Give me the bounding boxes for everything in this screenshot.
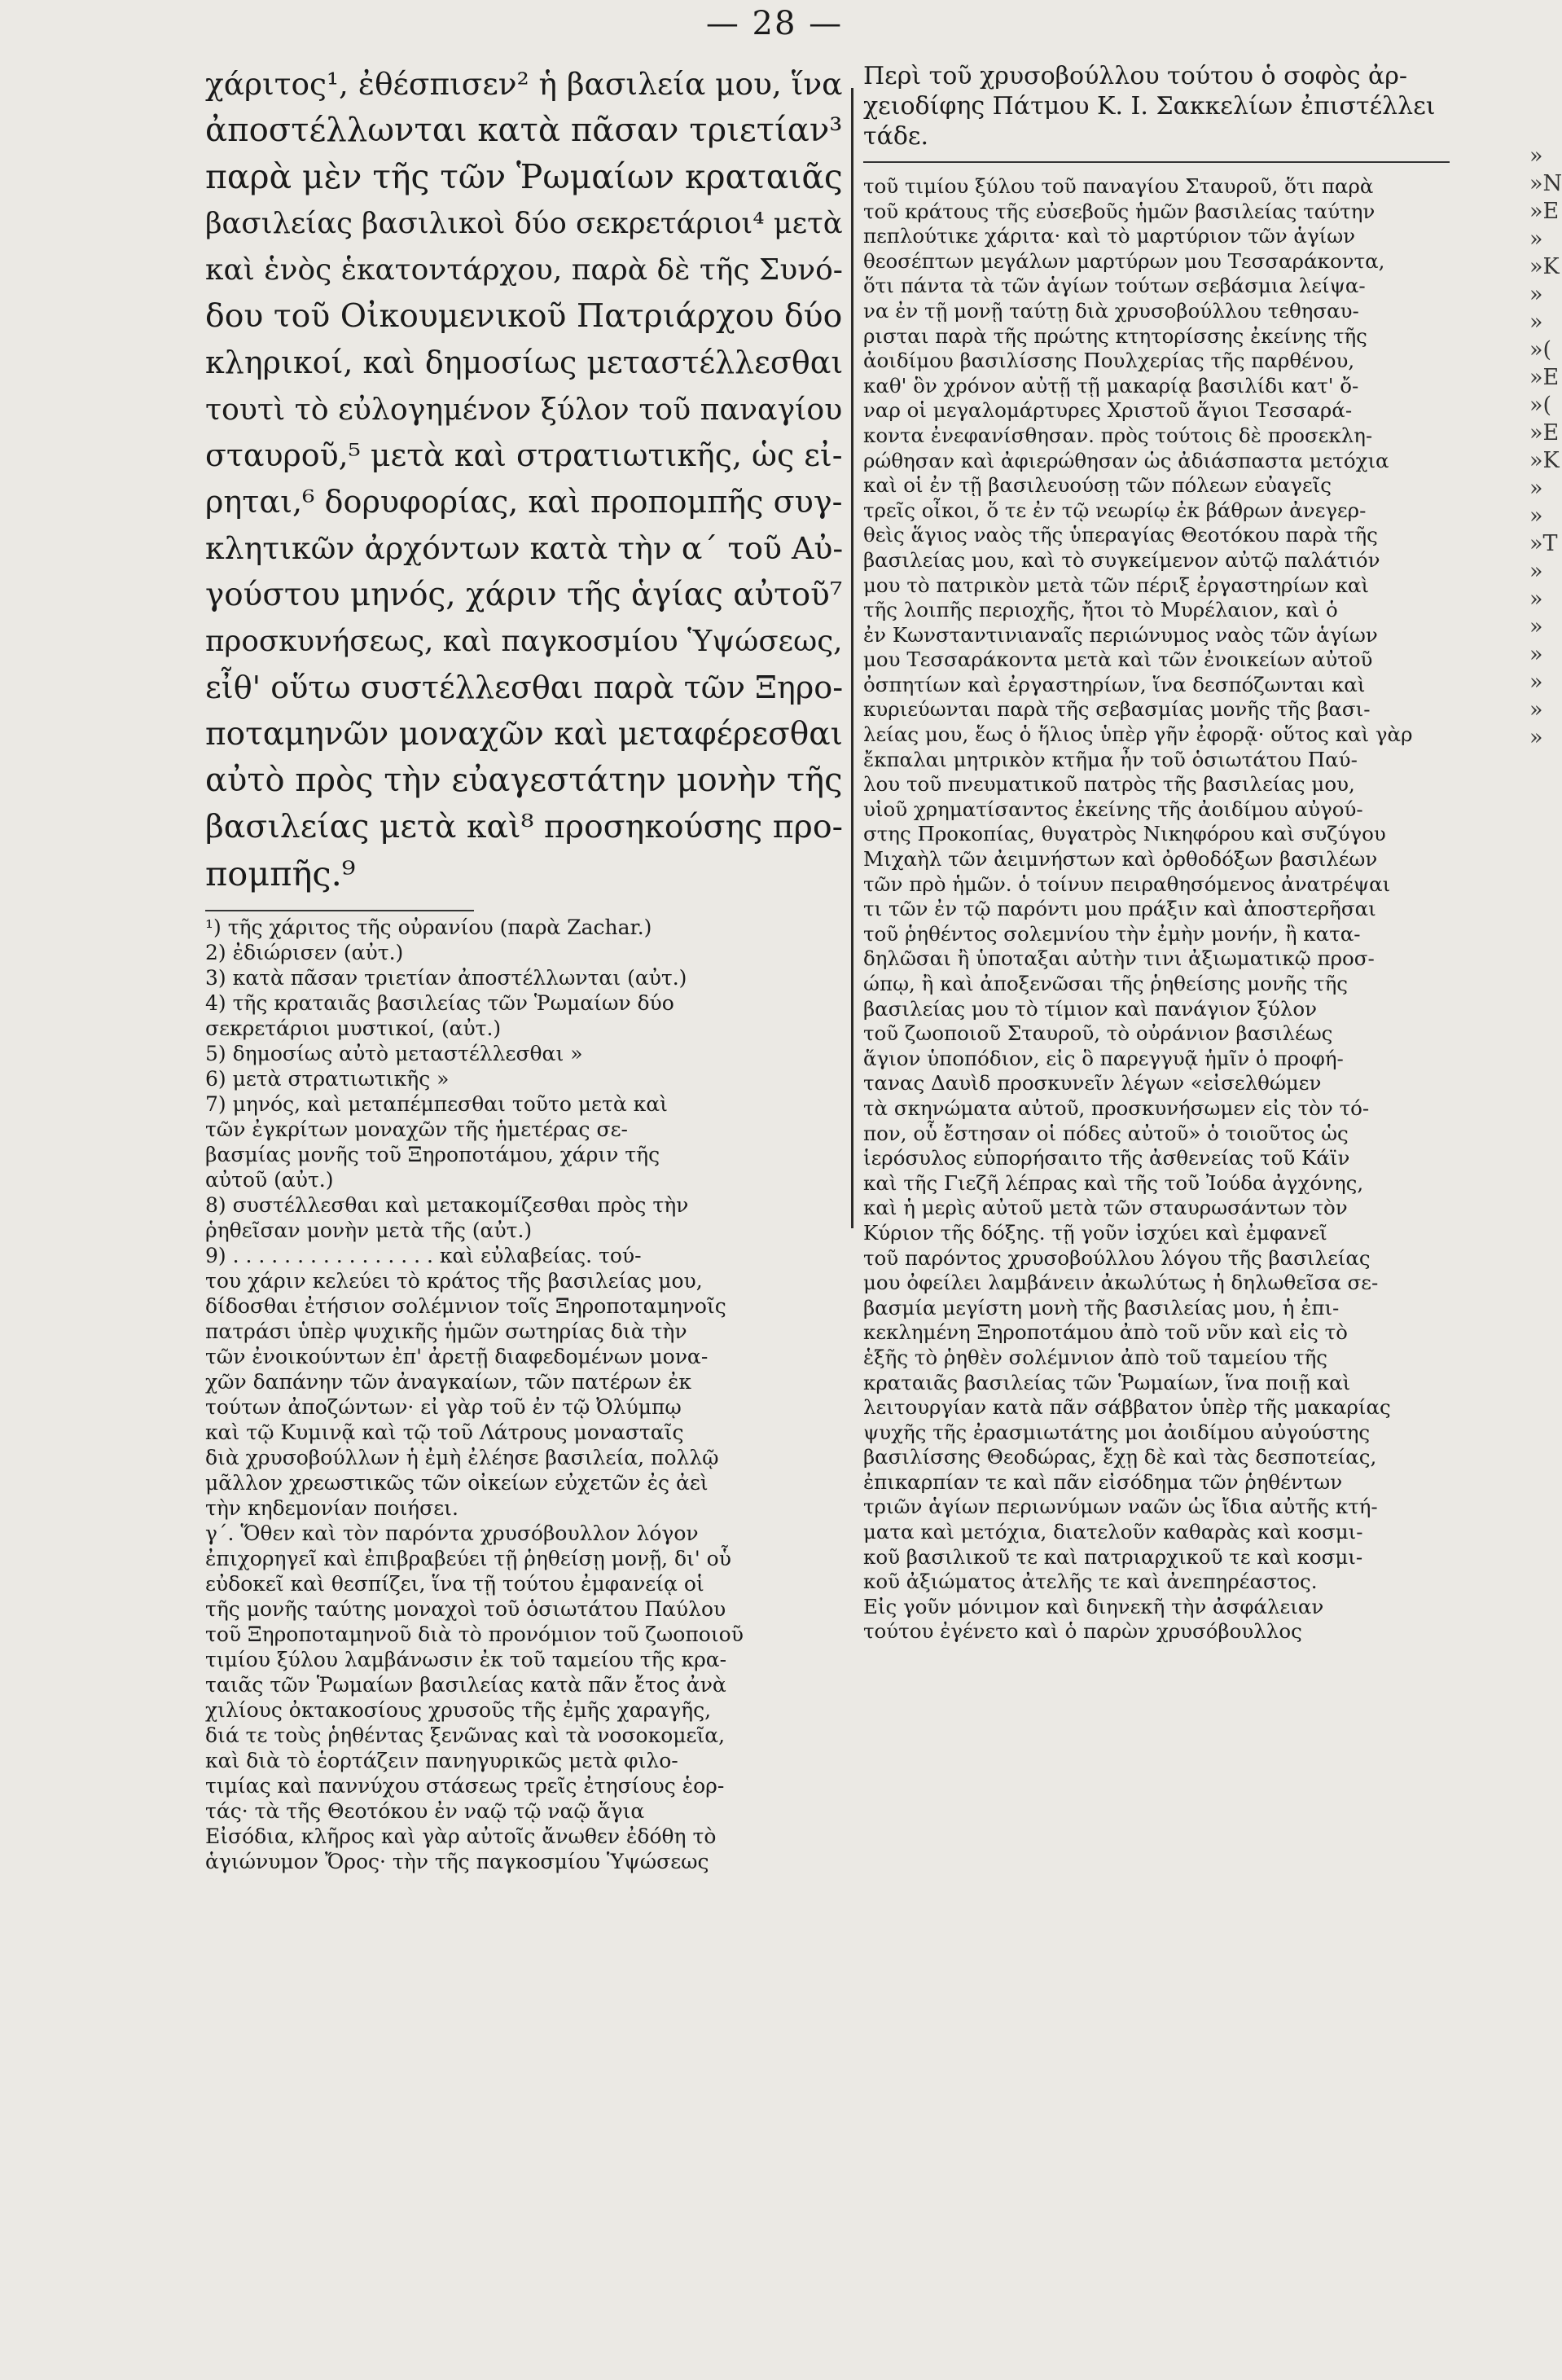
footnote-line: τάς· τὰ τῆς Θεοτόκου ἐν ναῷ τῷ ναῷ ἅγια (205, 1799, 645, 1823)
footnote-line: βασμίας μονῆς τοῦ Ξηροποτάμου, χάριν τῆς (205, 1143, 660, 1166)
edge-marks (1529, 143, 1562, 762)
text-line: εἶθ' οὕτω συστέλλεσθαι παρὰ τῶν Ξηρο- (205, 670, 844, 705)
footnote-line: καὶ τῷ Κυμινᾷ καὶ τῷ τοῦ Λάτρους μονασταῖς (205, 1421, 684, 1444)
text-line: ρηται,⁶ δορυφορίας, καὶ προπομπῆς συγ- (205, 484, 843, 520)
edge-mark: » (1529, 697, 1543, 722)
text-line: καὶ ἡ μερὶς αὐτοῦ μετὰ τῶν σταυρωσάντων τὸν (863, 1196, 1348, 1220)
text-line: ἑξῆς τὸ ῥηθὲν σολέμνιον ἀπὸ τοῦ ταμείου τῆς (863, 1345, 1328, 1369)
right-heading (863, 61, 1450, 151)
text-line: βασιλείας βασιλικοὶ δύο σεκρετάριοι⁴ μετὰ (205, 207, 843, 240)
footnote-line: καὶ διὰ τὸ ἑορτάζειν πανηγυρικῶς μετὰ φιλο- (205, 1749, 678, 1772)
text-line: κραταιᾶς βασιλείας τῶν Ῥωμαίων, ἵνα ποιῇ καὶ (863, 1370, 1351, 1394)
footnote-line: τῶν ἐγκρίτων μοναχῶν τῆς ἡμετέρας σε- (205, 1118, 628, 1141)
footnote-line: μᾶλλον χρεωστικῶς τῶν οἰκείων εὐχετῶν ἐς ἀεὶ (205, 1471, 709, 1495)
edge-mark: »K (1529, 254, 1560, 279)
footnote-line: διά τε τοὺς ῥηθέντας ξενῶνας καὶ τὰ νοσοκομεῖα, (205, 1724, 726, 1747)
text-line: ρώθησαν καὶ ἀφιερώθησαν ὡς ἀδιάσπαστα μετόχια (863, 448, 1389, 472)
text-line: πεπλούτικε χάριτα· καὶ τὸ μαρτύριον τῶν ἁγίων (863, 224, 1356, 248)
footnote-line: 7) μηνός, καὶ μεταπέμπεσθαι τοῦτο μετὰ καὶ (205, 1092, 668, 1116)
footnote-line: Εἰσόδια, κλῆρος καὶ γὰρ αὐτοῖς ἄνωθεν ἐδόθη τὸ (205, 1825, 717, 1848)
text-line: ἅγιον ὑποπόδιον, εἰς ὃ παρεγγυᾷ ἡμῖν ὁ προφή- (863, 1046, 1344, 1070)
text-line: τοῦ ῥηθέντος σολεμνίου τὴν ἐμὴν μονήν, ἢ κατα- (863, 921, 1361, 946)
edge-mark: » (1529, 503, 1543, 529)
footnote-line: τοῦ Ξηροποταμηνοῦ διὰ τὸ προνόμιον τοῦ ζωοποιοῦ (205, 1623, 744, 1646)
right-rule (863, 161, 1450, 163)
edge-mark: »T (1529, 531, 1558, 556)
text-line: τοῦ κράτους τῆς εὐσεβοῦς ἡμῶν βασιλείας ταύτην (863, 199, 1376, 223)
text-line: πομπῆς.⁹ (205, 854, 356, 894)
text-line: θεὶς ἅγιος ναὸς τῆς ὑπεραγίας Θεοτόκου παρὰ τῆς (863, 523, 1378, 547)
text-line: ἐν Κωνσταντινιαναῖς περιώνυμος ναὸς τῶν ἁγίων (863, 622, 1378, 647)
edge-mark: »E (1529, 420, 1560, 446)
edge-mark: » (1529, 476, 1543, 501)
text-line: ἀποστέλλωνται κατὰ πᾶσαν τριετίαν³ (205, 112, 843, 149)
text-line: κοντα ἐνεφανίσθησαν. πρὸς τούτοις δὲ προσεκλη- (863, 423, 1373, 447)
footnote-line: ἁγιώνυμον Ὄρος· τὴν τῆς παγκοσμίου Ὑψώσεως (205, 1850, 709, 1873)
edge-mark: » (1529, 310, 1543, 335)
footnote-line: του χάριν κελεύει τὸ κράτος τῆς βασιλείας μου, (205, 1269, 703, 1293)
footnote-line: ῥηθεῖσαν μονὴν μετὰ τῆς (αὐτ.) (205, 1219, 533, 1242)
footnote-rule (205, 910, 474, 911)
text-line: κεκλημένη Ξηροποτάμου ἀπὸ τοῦ νῦν καὶ εἰς τὸ (863, 1320, 1348, 1345)
edge-mark: » (1529, 559, 1543, 584)
right-column (863, 61, 1450, 1644)
right-body (863, 174, 1450, 1644)
footnote-line: δίδοσθαι ἐτήσιον σολέμνιον τοῖς Ξηροποταμηνοῖς (205, 1294, 726, 1318)
heading-line: Περὶ τοῦ χρυσοβούλλου τούτου ὁ σοφὸς ἀρ- (863, 62, 1408, 90)
footnote-line: 4) τῆς κραταιᾶς βασιλείας τῶν Ῥωμαίων δύο (205, 991, 674, 1015)
text-line: τούτου ἐγένετο καὶ ὁ παρὼν χρυσόβουλλος (863, 1619, 1302, 1644)
heading-line: τάδε. (863, 122, 928, 151)
edge-mark: » (1529, 143, 1543, 169)
text-line: τὰ σκηνώματα αὐτοῦ, προσκυνήσωμεν εἰς τὸν τό- (863, 1096, 1370, 1120)
footnote-line: 5) δημοσίως αὐτὸ μεταστέλλεσθαι » (205, 1042, 583, 1065)
footnote-line: τιμίας καὶ παννύχου στάσεως τρεῖς ἐτησίους ἑορ- (205, 1774, 725, 1798)
edge-mark: »E (1529, 365, 1560, 390)
footnote-line: τούτων ἀποζώντων· εἰ γὰρ τοῦ ἐν τῷ Ὀλύμπῳ (205, 1395, 682, 1419)
edge-mark: »K (1529, 448, 1560, 473)
footnote-line: ¹) τῆς χάριτος τῆς οὐρανίου (παρὰ Zachar.) (205, 916, 652, 939)
page-number: — 28 — (705, 5, 844, 42)
text-line: δηλῶσαι ἢ ὑποταξαι αὐτὴν τινι ἀξιωματικῷ προσ- (863, 946, 1375, 971)
footnote-line: τῶν ἐνοικούντων ἐπ' ἀρετῇ διαφεδομένων μονα- (205, 1345, 709, 1368)
text-line: τι τῶν ἐν τῷ παρόντι μου πράξιν καὶ ἀποστερῆσαι (863, 897, 1376, 921)
text-line: τοῦ ζωοποιοῦ Σταυροῦ, τὸ οὐράνιον βασιλέως (863, 1021, 1333, 1046)
text-line: ὅτι πάντα τὰ τῶν ἁγίων τούτων σεβάσμια λείψα- (863, 274, 1366, 298)
footnotes (205, 915, 843, 1874)
text-line: λειτουργίαν κατὰ πᾶν σάββατον ὑπὲρ τῆς μακαρίας (863, 1395, 1391, 1420)
text-line: ψυχῆς τῆς ἐρασμιωτάτης μοι ἀοιδίμου αὐγούστης (863, 1420, 1371, 1444)
footnote-line: τῆς μονῆς ταύτης μοναχοὶ τοῦ ὁσιωτάτου Παύλου (205, 1597, 726, 1621)
main-text (205, 61, 843, 897)
edge-mark: » (1529, 586, 1543, 612)
footnote-line: 8) συστέλλεσθαι καὶ μετακομίζεσθαι πρὸς τὴν (205, 1193, 689, 1217)
footnote-line: διὰ χρυσοβούλλων ἡ ἐμὴ ἐλέησε βασιλεία, πολλῷ (205, 1446, 719, 1469)
footnote-line: εὐδοκεῖ καὶ θεσπίζει, ἵνα τῇ τούτου ἐμφανείᾳ οἱ (205, 1572, 704, 1596)
text-line: θεοσέπτων μεγάλων μαρτύρων μου Τεσσαράκοντα, (863, 248, 1385, 273)
text-line: ἔκπαλαι μητρικὸν κτῆμα ἦν τοῦ ὁσιωτάτου Παύ- (863, 747, 1358, 771)
text-line: λείας μου, ἕως ὁ ἥλιος ὑπὲρ γῆν ἐφορᾷ· οὕτος καὶ γὰρ (863, 722, 1413, 747)
text-line: κυριεύωνται παρὰ τῆς σεβασμίας μονῆς τῆς βασι- (863, 697, 1371, 722)
text-line: να ἐν τῇ μονῇ ταύτῃ διὰ χρυσοβούλλου τεθησαυ- (863, 298, 1359, 323)
text-line: ἀοιδίμου βασιλίσσης Πουλχερίας τῆς παρθένου, (863, 349, 1355, 373)
footnote-line: 6) μετὰ στρατιωτικῆς » (205, 1067, 450, 1091)
footnote-line: 2) ἐδιώρισεν (αὐτ.) (205, 941, 404, 964)
text-line: τῶν πρὸ ἡμῶν. ὁ τοίνυν πειραθησόμενος ἀνατρέψαι (863, 872, 1391, 896)
text-line: κλητικῶν ἀρχόντων κατὰ τὴν α΄ τοῦ Αὐ- (205, 530, 844, 566)
text-line: σταυροῦ,⁵ μετὰ καὶ στρατιωτικῆς, ὡς εἰ- (205, 437, 843, 473)
edge-mark: » (1529, 670, 1543, 695)
footnote-line: 9) . . . . . . . . . . . . . . . . καὶ εὐλαβείας. τού- (205, 1244, 642, 1267)
footnote-line: τιμίου ξύλου λαμβάνωσιν ἐκ τοῦ ταμείου τῆς κρα- (205, 1648, 727, 1671)
footnote-line: ἐπιχορηγεῖ καὶ ἐπιβραβεύει τῇ ῥηθείσῃ μονῇ, δι' οὗ (205, 1547, 731, 1570)
edge-mark: » (1529, 725, 1543, 750)
text-line: ώπῳ, ἢ καὶ ἀποξενῶσαι τῆς ῥηθείσης μονῆς τῆς (863, 972, 1348, 995)
edge-mark: » (1529, 226, 1543, 252)
text-line: καθ' ὃν χρόνον αὐτῇ τῇ μακαρίᾳ βασιλίδι κατ' ὄ- (863, 373, 1359, 397)
footnote-line: χιλίους ὀκτακοσίους χρυσοῦς τῆς ἐμῆς χαραγῆς, (205, 1698, 712, 1722)
text-line: κληρικοί, καὶ δημοσίως μεταστέλλεσθαι (205, 345, 844, 380)
text-line: τανας Δαυὶδ προσκυνεῖν λέγων «εἰσελθώμεν (863, 1071, 1322, 1096)
text-line: Εἰς γοῦν μόνιμον καὶ διηνεκῆ τὴν ἀσφάλειαν (863, 1594, 1324, 1618)
text-line: υἱοῦ χρηματίσαντος ἐκείνης τῆς ἀοιδίμου αὐγού- (863, 797, 1363, 821)
text-line: αὐτὸ πρὸς τὴν εὐαγεστάτην μονὴν τῆς (205, 762, 843, 799)
text-line: καὶ ἑνὸς ἑκατοντάρχου, παρὰ δὲ τῆς Συνό- (205, 253, 843, 287)
text-line: τοῦ τιμίου ξύλου τοῦ παναγίου Σταυροῦ, ὅτι παρὰ (863, 174, 1374, 198)
text-line: παρὰ μὲν τῆς τῶν Ῥωμαίων κραταιᾶς (205, 157, 843, 196)
footnote-line: πατράσι ὑπὲρ ψυχικῆς ἡμῶν σωτηρίας διὰ τὴν (205, 1320, 687, 1343)
text-line: ποταμηνῶν μοναχῶν καὶ μεταφέρεσθαι (205, 716, 843, 753)
left-column (205, 61, 843, 1874)
text-line: ὀσπητίων καὶ ἐργαστηρίων, ἵνα δεσπόζωνται καὶ (863, 672, 1366, 696)
text-line: Μιχαὴλ τῶν ἀειμνήστων καὶ ὀρθοδόξων βασιλέων (863, 847, 1378, 872)
edge-mark: »( (1529, 337, 1552, 362)
text-line: κοῦ ἀξιώματος ἀτελῆς τε καὶ ἀνεπηρέαστος. (863, 1570, 1318, 1594)
column-divider (851, 88, 853, 1228)
text-line: ἱερόσυλος εὑπορήσαιτο τῆς ἀσθενείας τοῦ Κάϊν (863, 1146, 1350, 1170)
text-line: ρισται παρὰ τῆς πρώτης κτητορίσσης ἐκείνης τῆς (863, 323, 1367, 348)
text-line: τριῶν ἁγίων περιωνύμων ναῶν ὡς ἴδια αὐτῆς κτή- (863, 1495, 1378, 1519)
edge-mark: »Ν (1529, 171, 1562, 196)
edge-mark: » (1529, 614, 1543, 639)
text-line: στης Προκοπίας, θυγατρὸς Νικηφόρου καὶ συζύγου (863, 822, 1386, 846)
text-line: γούστου μηνός, χάριν τῆς ἁγίας αὐτοῦ⁷ (205, 577, 843, 613)
edge-mark: »E (1529, 199, 1560, 224)
text-line: τοῦ παρόντος χρυσοβούλλου λόγου τῆς βασιλείας (863, 1245, 1371, 1270)
edge-mark: »( (1529, 393, 1552, 418)
text-line: τῆς λοιπῆς περιοχῆς, ἤτοι τὸ Μυρέλαιον, καὶ ὁ (863, 598, 1338, 622)
footnote-line: χῶν δαπάνην τῶν ἀναγκαίων, τῶν πατέρων ἐκ (205, 1370, 692, 1394)
text-line: ἐπικαρπίαν τε καὶ πᾶν εἰσόδημα τῶν ῥηθέντων (863, 1469, 1343, 1494)
text-line: βασμία μεγίστη μονὴ τῆς βασιλείας μου, ἡ ἐπι- (863, 1295, 1340, 1320)
text-line: δου τοῦ Οἰκουμενικοῦ Πατριάρχου δύο (205, 297, 843, 335)
text-line: μου Τεσσαράκοντα μετὰ καὶ τῶν ἐνοικείων αὐτοῦ (863, 648, 1373, 672)
edge-mark: » (1529, 642, 1543, 667)
text-line: βασιλείας μετὰ καὶ⁸ προσηκούσης προ- (205, 808, 843, 845)
text-line: πον, οὗ ἔστησαν οἱ πόδες αὐτοῦ» ὁ τοιοῦτος ὡς (863, 1121, 1349, 1145)
heading-line: χειοδίφης Πάτμου Κ. Ι. Σακκελίων ἐπιστέλλει (863, 92, 1436, 121)
text-line: λου τοῦ πνευματικοῦ πατρὸς τῆς βασιλείας μου, (863, 772, 1355, 797)
text-line: ματα καὶ μετόχια, διατελοῦν καθαρὰς καὶ κοσμι- (863, 1520, 1363, 1544)
text-line: κοῦ βασιλικοῦ τε καὶ πατριαρχικοῦ τε καὶ κοσμι- (863, 1544, 1363, 1569)
text-line: καὶ τῆς Γιεζῆ λέπρας καὶ τῆς τοῦ Ἰούδα ἀγχόνης, (863, 1170, 1364, 1195)
text-line: προσκυνήσεως, καὶ παγκοσμίου Ὑψώσεως, (205, 625, 843, 658)
text-line: καὶ οἱ ἐν τῇ βασιλευούσῃ τῶν πόλεων εὐαγεῖς (863, 473, 1332, 498)
text-line: βασιλίσσης Θεοδώρας, ἔχῃ δὲ καὶ τὰς δεσποτείας, (863, 1445, 1377, 1469)
text-line: βασιλείας μου τὸ τίμιον καὶ πανάγιον ξύλον (863, 996, 1318, 1021)
footnote-line: σεκρετάριοι μυστικοί, (αὐτ.) (205, 1017, 502, 1040)
text-line: μου ὀφείλει λαμβάνειν ἀκωλύτως ἡ δηλωθεῖσα σε- (863, 1271, 1379, 1295)
footnote-line: ταιᾶς τῶν Ῥωμαίων βασιλείας κατὰ πᾶν ἔτος ἀνὰ (205, 1673, 726, 1697)
text-line: τουτὶ τὸ εὐλογημένον ξύλον τοῦ παναγίου (205, 392, 843, 427)
text-line: τρεῖς οἶκοι, ὅ τε ἐν τῷ νεωρίῳ ἐκ βάθρων ἀνεγερ- (863, 498, 1367, 522)
footnote-line: αὐτοῦ (αὐτ.) (205, 1168, 334, 1192)
text-line: χάριτος¹, ἐθέσπισεν² ἡ βασιλεία μου, ἵνα (205, 66, 843, 102)
footnote-line: τὴν κηδεμονίαν ποιήσει. (205, 1496, 459, 1520)
footnote-line: γ΄. Ὅθεν καὶ τὸν παρόντα χρυσόβουλλον λόγον (205, 1522, 699, 1545)
text-line: ναρ οἱ μεγαλομάρτυρες Χριστοῦ ἅγιοι Τεσσαρά- (863, 398, 1353, 423)
text-line: μου τὸ πατρικὸν μετὰ τῶν πέριξ ἐργαστηρίων καὶ (863, 573, 1370, 597)
footnote-line: 3) κατὰ πᾶσαν τριετίαν ἀποστέλλωνται (αὐτ.) (205, 966, 687, 990)
text-line: Κύριον τῆς δόξης. τῇ γοῦν ἰσχύει καὶ ἐμφανεῖ (863, 1220, 1327, 1245)
text-line: βασιλείας μου, καὶ τὸ συγκείμενον αὐτῷ παλάτιόν (863, 547, 1380, 572)
edge-mark: » (1529, 282, 1543, 307)
